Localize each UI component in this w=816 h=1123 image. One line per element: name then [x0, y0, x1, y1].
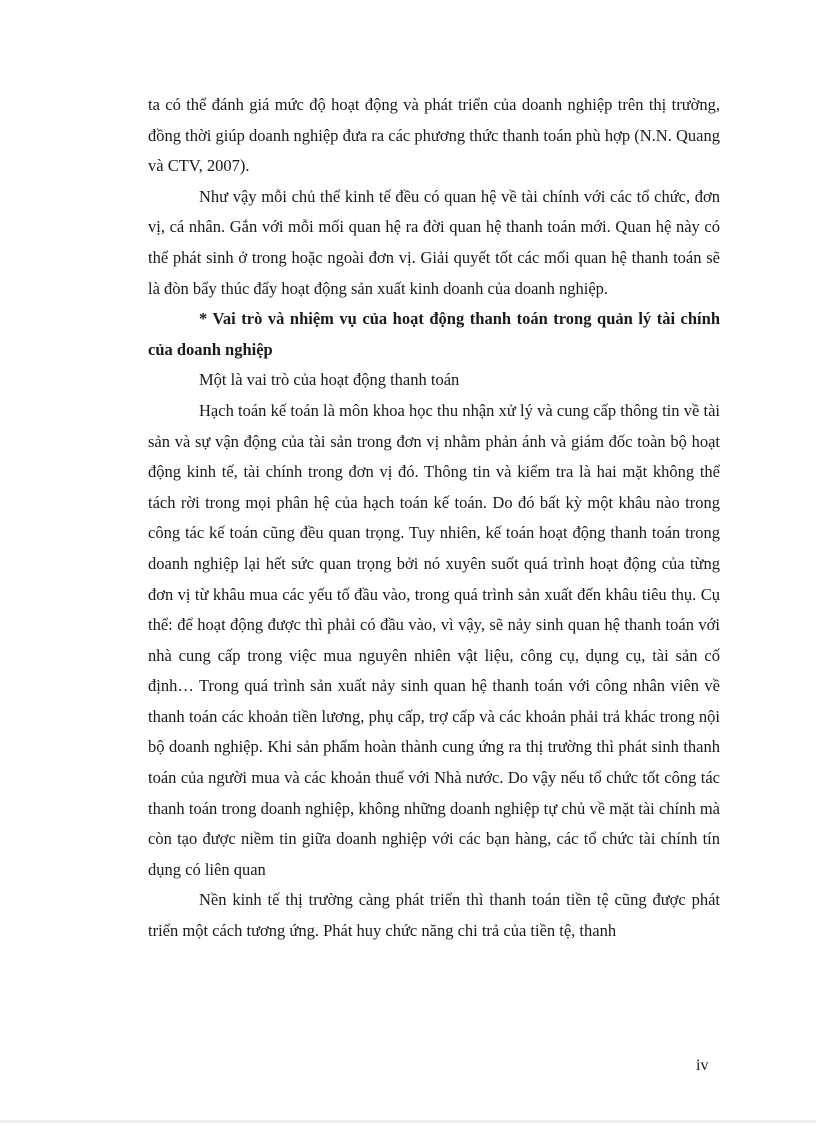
- paragraph-market-economy: Nền kinh tế thị trường càng phát triển thì thanh toán tiền tệ cũng được phát triển một cách tương ứng. Phát huy chức năng chi trả của tiền tệ, thanh: [148, 890, 720, 941]
- paragraph-accounting: Hạch toán kế toán là môn khoa học thu nhận xử lý và cung cấp thông tin về tài sản và sự vận động của tài sản trong đơn vị nhằm phản ánh và giám đốc toàn bộ hoạt động kinh tế, tài chính trong đơn vị đó. Thông tin và kiểm tra là hai mặt không thể tách rời trong mọi phân hệ của hạch toán kế toán. Do đó bất kỳ một khâu nào trong công tác kế toán cũng đều quan trọng. Tuy nhiên, kế toán hoạt động thanh toán trong doanh nghiệp lại hết sức quan trọng bởi nó xuyên suốt quá trình hoạt động của từng đơn vị từ khâu mua các yếu tố đầu vào, trong quá trình sản xuất đến khâu tiêu thụ. Cụ thể: để hoạt động được thì phải có đầu vào, vì vậy, sẽ nảy sinh quan hệ thanh toán với nhà cung cấp trong việc mua nguyên nhiên vật liệu, công cụ, dụng cụ, tài sản cố định… Trong quá trình sản xuất nảy sinh quan hệ thanh toán với công nhân viên về thanh toán các khoản tiền lương, phụ cấp, trợ cấp và các khoản phải trả khác trong nội bộ doanh nghiệp. Khi sản phẩm hoàn thành cung ứng ra thị trường thì phát sinh thanh toán của người mua và các khoản thuế với Nhà nước. Do vậy nếu tổ chức tốt công tác thanh toán trong doanh nghiệp, không những doanh nghiệp tự chủ về mặt tài chính mà còn tạo được niềm tin giữa doanh nghiệp với các bạn hàng, các tổ chức tài chính tín dụng có liên quan: [148, 400, 720, 879]
- subheading-role: Một là vai trò của hoạt động thanh toán: [199, 370, 460, 390]
- page-body: [148, 90, 720, 947]
- page-number: iv: [696, 1057, 709, 1074]
- paragraph-continuation: ta có thể đánh giá mức độ hoạt động và phát triển của doanh nghiệp trên thị trường, đồng thời giúp doanh nghiệp đưa ra các phương thức thanh toán phù hợp (N.N. Quang và CTV, 2007).: [148, 95, 720, 176]
- section-heading: * Vai trò và nhiệm vụ của hoạt động thanh toán trong quản lý tài chính của doanh nghiệp: [148, 309, 720, 359]
- paragraph-financial-relations: Như vậy mỗi chủ thể kinh tế đều có quan hệ về tài chính với các tổ chức, đơn vị, cá nhân. Gắn với mỗi mối quan hệ ra đời quan hệ thanh toán mới. Quan hệ này có thể phát sinh ở trong hoặc ngoài đơn vị. Giải quyết tốt các mối quan hệ thanh toán sẽ là đòn bẩy thúc đẩy hoạt động sản xuất kinh doanh của doanh nghiệp.: [148, 186, 720, 298]
